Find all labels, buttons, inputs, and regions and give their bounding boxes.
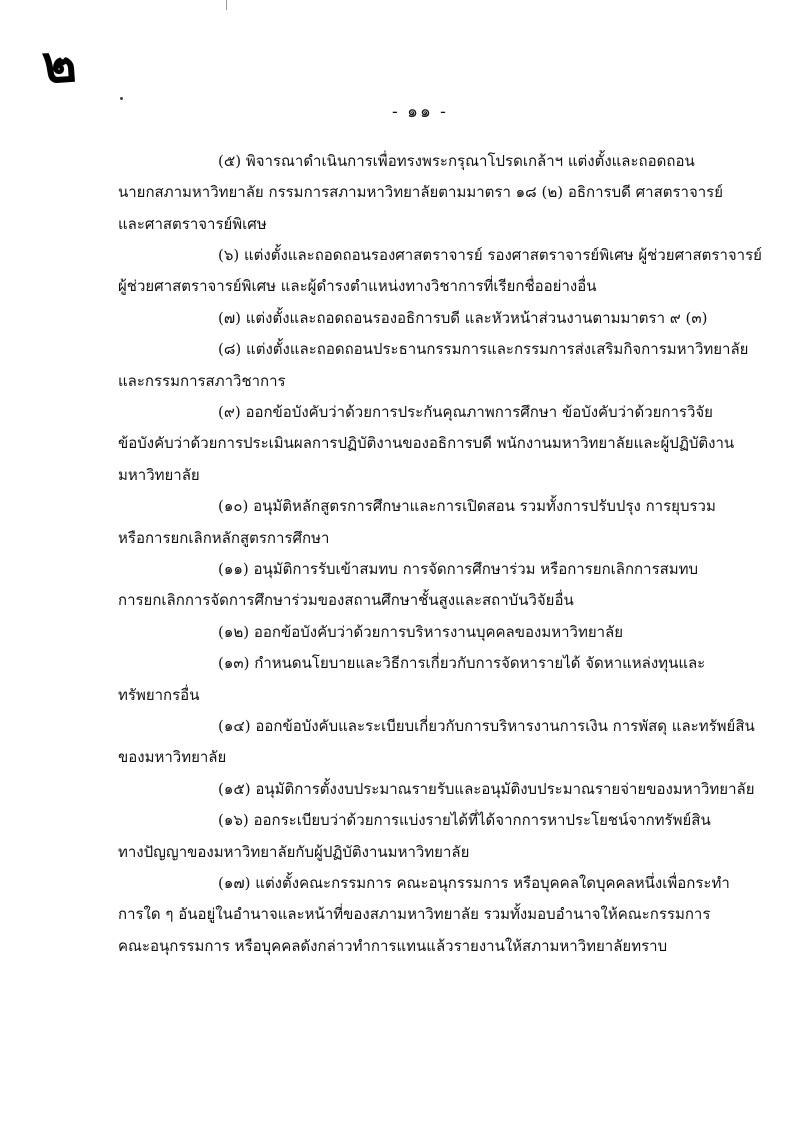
- body-line: การยกเลิกการจัดการศึกษาร่วมของสถานศึกษาชั้นสูงและสถาบันวิจัยอื่น: [118, 591, 574, 609]
- body-line: ผู้ช่วยศาสตราจารย์พิเศษ และผู้ดำรงตำแหน่งทางวิชาการที่เรียกชื่ออย่างอื่น: [118, 277, 597, 295]
- page-number: - ๑๑ -: [392, 102, 448, 122]
- body-line: (๑๒) ออกข้อบังคับว่าด้วยการบริหารงานบุคคลของมหาวิทยาลัย: [218, 623, 624, 641]
- body-line: ทรัพยากรอื่น: [118, 686, 200, 704]
- body-line: (๑๕) อนุมัติการตั้งงบประมาณรายรับและอนุมัติงบประมาณรายจ่ายของมหาวิทยาลัย: [218, 780, 755, 798]
- body-line: นายกสภามหาวิทยาลัย กรรมการสภามหาวิทยาลัยตามมาตรา ๑๘ (๒) อธิการบดี ศาสตราจารย์: [118, 183, 724, 201]
- body-line: (๑๗) แต่งตั้งคณะกรรมการ คณะอนุกรรมการ หรือบุคคลใดบุคคลหนึ่งเพื่อกระทำ: [218, 874, 730, 892]
- scan-edge-mark: [226, 0, 227, 10]
- body-line: และศาสตราจารย์พิเศษ: [118, 215, 267, 233]
- body-line: (๗) แต่งตั้งและถอดถอนรองอธิการบดี และหัวหน้าส่วนงานตามมาตรา ๙ (๓): [218, 309, 708, 327]
- body-line: (๑๓) กำหนดนโยบายและวิธีการเกี่ยวกับการจัดหารายได้ จัดหาแหล่งทุนและ: [218, 654, 706, 672]
- body-line: (๑๖) ออกระเบียบว่าด้วยการแบ่งรายได้ที่ได้จากการหาประโยชน์จากทรัพย์สิน: [218, 811, 711, 829]
- body-line: (๑๐) อนุมัติหลักสูตรการศึกษาและการเปิดสอน รวมทั้งการปรับปรุง การยุบรวม: [218, 497, 716, 515]
- body-line: (๖) แต่งตั้งและถอดถอนรองศาสตราจารย์ รองศาสตราจารย์พิเศษ ผู้ช่วยศาสตราจารย์: [218, 246, 762, 264]
- handwritten-page-number: ๒: [40, 33, 79, 97]
- body-line: (๑๔) ออกข้อบังคับและระเบียบเกี่ยวกับการบริหารงานการเงิน การพัสดุ และทรัพย์สิน: [218, 717, 755, 735]
- body-line: (๑๑) อนุมัติการรับเข้าสมทบ การจัดการศึกษาร่วม หรือการยกเลิกการสมทบ: [218, 560, 699, 578]
- body-line: หรือการยกเลิกหลักสูตรการศึกษา: [118, 529, 330, 547]
- body-line: (๘) แต่งตั้งและถอดถอนประธานกรรมการและกรรมการส่งเสริมกิจการมหาวิทยาลัย: [218, 340, 749, 358]
- body-line: การใด ๆ อันอยู่ในอำนาจและหน้าที่ของสภามหาวิทยาลัย รวมทั้งมอบอำนาจให้คณะกรรมการ: [118, 905, 711, 923]
- body-line: ทางปัญญาของมหาวิทยาลัยกับผู้ปฏิบัติงานมหาวิทยาลัย: [118, 843, 470, 861]
- body-line: คณะอนุกรรมการ หรือบุคคลดังกล่าวทำการแทนแล้วรายงานให้สภามหาวิทยาลัยทราบ: [118, 937, 668, 955]
- body-line: (๙) ออกข้อบังคับว่าด้วยการประกันคุณภาพการศึกษา ข้อบังคับว่าด้วยการวิจัย: [218, 403, 713, 421]
- body-line: มหาวิทยาลัย: [118, 466, 200, 484]
- scan-dot: [120, 97, 123, 100]
- body-line: และกรรมการสภาวิชาการ: [118, 372, 286, 390]
- body-line: ของมหาวิทยาลัย: [118, 748, 227, 766]
- body-line: ข้อบังคับว่าด้วยการประเมินผลการปฏิบัติงานของอธิการบดี พนักงานมหาวิทยาลัยและผู้ปฏิบัติงาน: [118, 434, 735, 452]
- body-line: (๕) พิจารณาดำเนินการเพื่อทรงพระกรุณาโปรดเกล้าฯ แต่งตั้งและถอดถอน: [218, 152, 695, 170]
